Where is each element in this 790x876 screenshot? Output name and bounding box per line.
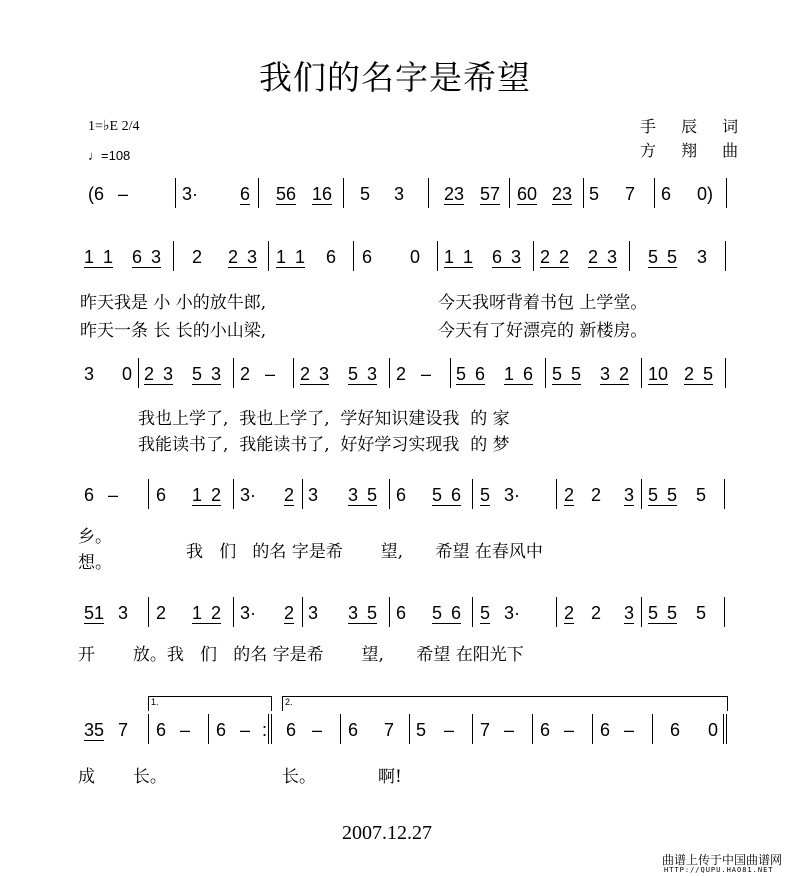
note: 3· (504, 603, 521, 623)
note: 3 (308, 485, 319, 505)
watermark-url: HTTP://QUPU.HAO81.NET (664, 866, 774, 874)
lyric-line: 昨天我是 小 小的放牛郎, (80, 293, 267, 313)
note: – (504, 720, 515, 740)
note: 2 3 (588, 247, 618, 267)
barline (409, 714, 410, 744)
lyricist-credit: 手 辰 词 (640, 117, 749, 136)
note: 1 1 (276, 247, 306, 267)
note: – (444, 720, 455, 740)
barline (725, 358, 726, 388)
note: 7 (625, 184, 636, 204)
note: 6 (396, 485, 407, 505)
barline (148, 479, 149, 509)
note: 2 (591, 603, 602, 623)
note: 3 2 (600, 364, 630, 384)
note: 5 5 (648, 603, 678, 623)
note: 2 (591, 485, 602, 505)
note: 7 (118, 720, 129, 740)
note: 1 2 (192, 485, 222, 505)
note: 5 (589, 184, 600, 204)
note: (6 (88, 184, 105, 204)
barline (450, 358, 451, 388)
note: 0 (122, 364, 133, 384)
barline (389, 597, 390, 627)
barline (583, 178, 584, 208)
note: 7 (384, 720, 395, 740)
note: 57 (480, 184, 501, 204)
note: 3· (504, 485, 521, 505)
barline (724, 597, 725, 627)
note: 6 3 (492, 247, 522, 267)
barline (652, 714, 653, 744)
note: 51 (84, 603, 105, 623)
note: 6 (286, 720, 297, 740)
note: 5 3 (348, 364, 378, 384)
note: – (564, 720, 575, 740)
note: 1 6 (504, 364, 534, 384)
note: – (265, 364, 276, 384)
lyric-line: 想。 (78, 553, 112, 573)
barline (724, 479, 725, 509)
barline (723, 714, 724, 744)
barline (472, 479, 473, 509)
note: 3 5 (348, 603, 378, 623)
note: 2 3 (144, 364, 174, 384)
note: – (108, 485, 119, 505)
note: 23 (444, 184, 465, 204)
note: 1 1 (444, 247, 474, 267)
note: 3 (697, 247, 708, 267)
barline (148, 597, 149, 627)
note: 3 (394, 184, 405, 204)
lyric-line: 今天我呀背着书包 上学堂。 (438, 293, 648, 313)
note: 2 (240, 364, 251, 384)
barline (532, 714, 533, 744)
note: 3 (84, 364, 95, 384)
note: 6 3 (132, 247, 162, 267)
barline (258, 178, 259, 208)
note: 5 (480, 485, 491, 505)
note: 3· (182, 184, 199, 204)
lyric-line: 乡。 (78, 527, 112, 547)
note: 6 (661, 184, 672, 204)
note: 10 (648, 364, 669, 384)
note: 2 (284, 485, 295, 505)
watermark-text: 曲谱上传于中国曲谱网 (662, 853, 783, 867)
barline (389, 479, 390, 509)
barline (340, 714, 341, 744)
barline (725, 241, 726, 271)
barline (233, 597, 234, 627)
barline (293, 358, 294, 388)
note: 3 5 (348, 485, 378, 505)
note: 5 6 (456, 364, 486, 384)
note: 2 (156, 603, 167, 623)
note: 2 2 (540, 247, 570, 267)
note: 6 (600, 720, 611, 740)
note: 6 (240, 184, 251, 204)
note: 3 (624, 485, 635, 505)
note: 5 (360, 184, 371, 204)
barline (641, 358, 642, 388)
lyric-line: 成 长。 (78, 767, 167, 787)
note: 2 (396, 364, 407, 384)
note: 3 (624, 603, 635, 623)
note: 5 (416, 720, 427, 740)
note: 2 3 (228, 247, 258, 267)
barline (641, 479, 642, 509)
barline (138, 358, 139, 388)
barline (472, 714, 473, 744)
lyric-line: 我能读书了, 我能读书了, 好好学习实现我 的 梦 (138, 435, 510, 455)
note: – (624, 720, 635, 740)
barline (268, 241, 269, 271)
note: 3· (240, 485, 257, 505)
note: 5 5 (552, 364, 582, 384)
barline (592, 714, 593, 744)
barline (353, 241, 354, 271)
barline (343, 178, 344, 208)
lyric-line: 啊! (378, 767, 402, 787)
barline (472, 597, 473, 627)
note: 3 (118, 603, 129, 623)
note: 6 (156, 485, 167, 505)
barline (556, 597, 557, 627)
barline (556, 479, 557, 509)
note: 6 (348, 720, 359, 740)
lyric-line: 开 放。我 们 的名 字是希 望, 希望 在阳光下 (78, 645, 524, 665)
barline (437, 241, 438, 271)
barline (654, 178, 655, 208)
barline (148, 714, 149, 744)
volta-bracket: 1. (148, 696, 272, 711)
note: 16 (312, 184, 333, 204)
note: : (262, 720, 268, 740)
note: 5 (696, 485, 707, 505)
note: 56 (276, 184, 297, 204)
barline (726, 714, 727, 744)
lyric-line: 我 们 的名 字是希 望, 希望 在春风中 (186, 542, 543, 562)
note: 5 5 (648, 485, 678, 505)
note: 2 (192, 247, 203, 267)
note: 6 (362, 247, 373, 267)
barline (233, 358, 234, 388)
barline (533, 241, 534, 271)
barline (545, 358, 546, 388)
lyric-line: 我也上学了, 我也上学了, 学好知识建设我 的 家 (138, 409, 510, 429)
barline (302, 597, 303, 627)
note: – (118, 184, 129, 204)
note: 5 3 (192, 364, 222, 384)
barline (641, 597, 642, 627)
date: 2007.12.27 (342, 822, 432, 844)
barline (302, 479, 303, 509)
note: 2 5 (684, 364, 714, 384)
lyric-line: 昨天一条 长 长的小山梁, (80, 321, 267, 341)
note: 6 (540, 720, 551, 740)
note: 0) (697, 184, 714, 204)
barline (428, 178, 429, 208)
note: 6 (326, 247, 337, 267)
lyric-line: 长。 (282, 767, 316, 787)
note: 60 (517, 184, 538, 204)
note: 35 (84, 720, 105, 740)
note: 1 2 (192, 603, 222, 623)
note: 5 6 (432, 485, 462, 505)
note: 2 (284, 603, 295, 623)
note: 2 (564, 603, 575, 623)
note: 3· (240, 603, 257, 623)
note: 5 (480, 603, 491, 623)
note: 6 (670, 720, 681, 740)
note: – (180, 720, 191, 740)
note: 6 (216, 720, 227, 740)
note: 23 (552, 184, 573, 204)
lyric-line: 今天有了好漂亮的 新楼房。 (438, 321, 648, 341)
composer-credit: 方 翔 曲 (640, 141, 749, 160)
note: 6 (156, 720, 167, 740)
note: 3 (308, 603, 319, 623)
barline (389, 358, 390, 388)
note: 2 (564, 485, 575, 505)
note: 0 (410, 247, 421, 267)
note: 0 (708, 720, 719, 740)
note: 5 (696, 603, 707, 623)
note: 7 (480, 720, 491, 740)
key-signature: 1=♭E 2/4 (88, 119, 140, 134)
note: – (421, 364, 432, 384)
barline (509, 178, 510, 208)
note: 5 6 (432, 603, 462, 623)
note: 2 3 (300, 364, 330, 384)
barline (173, 241, 174, 271)
barline (271, 714, 272, 744)
note: 5 5 (648, 247, 678, 267)
barline (233, 479, 234, 509)
barline (726, 178, 727, 208)
tempo-marking: ♩=108 (88, 148, 131, 163)
note: 6 (396, 603, 407, 623)
time-signature: 2/4 (121, 119, 140, 134)
barline (175, 178, 176, 208)
volta-bracket: 2. (282, 696, 728, 711)
barline (268, 714, 269, 744)
note: 6 (84, 485, 95, 505)
barline (208, 714, 209, 744)
barline (629, 241, 630, 271)
note: 1 1 (84, 247, 114, 267)
note: – (240, 720, 251, 740)
song-title: 我们的名字是希望 (259, 58, 531, 97)
note: – (312, 720, 323, 740)
